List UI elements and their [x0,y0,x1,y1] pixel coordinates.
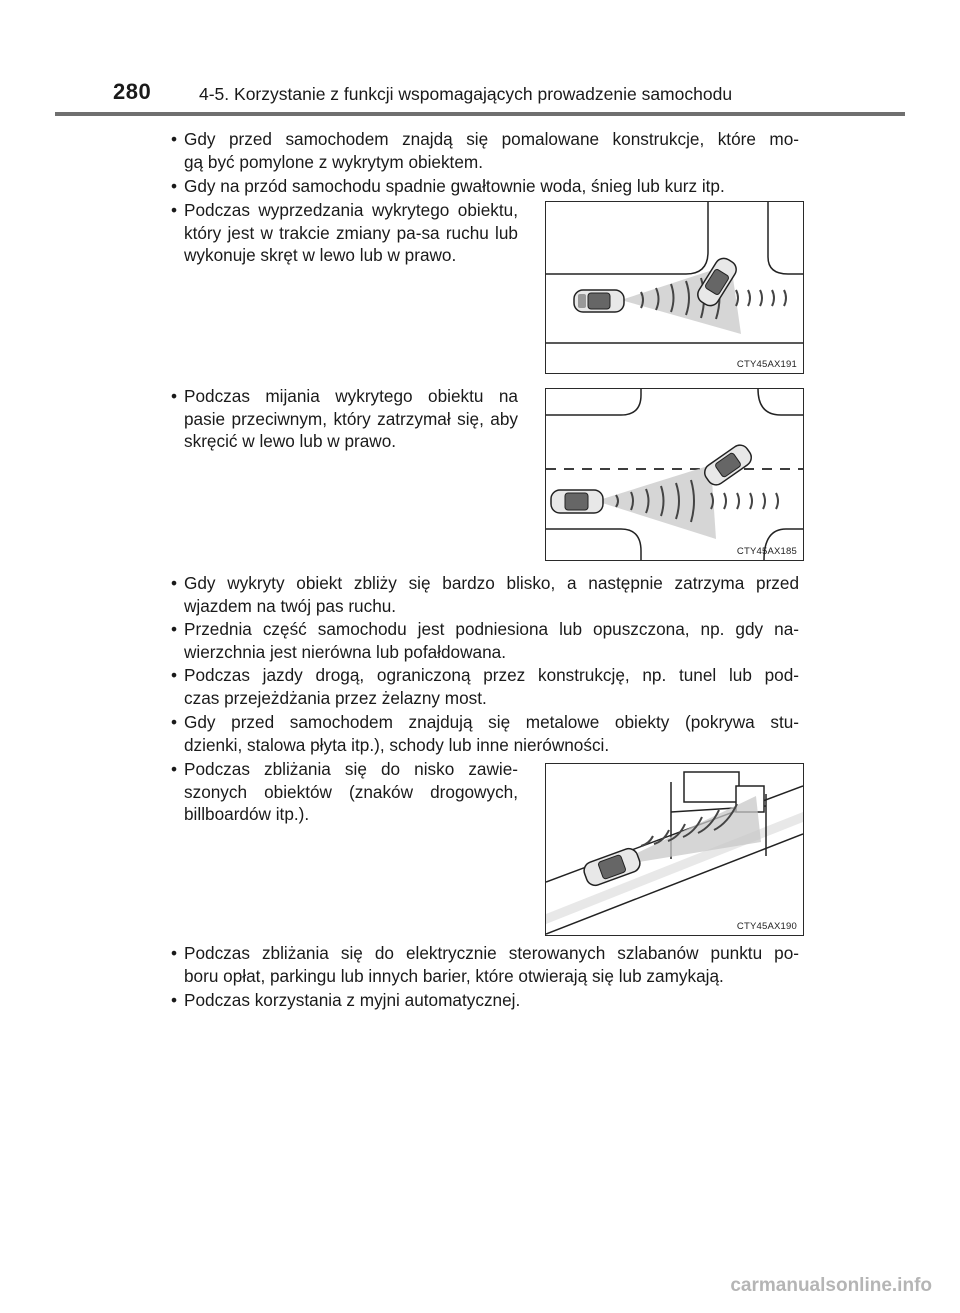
list-item-text: Podczas mijania wykrytego obiektu na pasie przeciwnym, który zatrzymał się, aby skręcić w lewo lub w prawo. [184,386,518,452]
list-item [171,758,518,826]
list-item-text: Podczas korzystania z myjni automatycznej. [184,990,521,1010]
list-item [171,199,518,267]
illustration [546,202,803,373]
figure-code: CTY45AX191 [736,359,797,370]
list-item-text-line: Gdy przed samochodem znajdują się metalowe obiekty (pokrywa stu- [184,712,799,732]
figure-code: CTY45AX190 [736,921,797,932]
bullet: • [171,619,178,639]
list-item [171,711,799,756]
list-item [171,664,799,709]
list-item-text: Gdy na przód samochodu spadnie gwałtownie woda, śnieg lub kurz itp. [184,176,725,196]
bullet: • [171,759,178,779]
header-divider [55,112,905,116]
list-item [171,989,799,1012]
list-item [171,385,518,453]
figure-code: CTY45AX185 [736,546,797,557]
list-item [171,572,799,617]
list-item-text-line: gą być pomylone z wykrytym obiektem. [184,151,483,172]
list-item [171,618,799,663]
bullet: • [171,990,178,1010]
list-item-text-line: wjazdem na twój pas ruchu. [184,595,397,616]
figure-oncoming-turning [545,388,804,561]
bullet: • [171,712,178,732]
list-item [171,128,799,173]
section-title: 4-5. Korzystanie z funkcji wspomagających prowadzenie samochodu [199,84,733,104]
figure-overhead-signs [545,763,804,936]
list-item-text-line: wierzchnia jest nierówna lub pofałdowana. [184,641,506,662]
list-item-text-line: Podczas jazdy drogą, ograniczoną przez konstrukcję, np. tunel lub pod- [184,665,799,685]
bullet: • [171,943,178,963]
list-item-text-line: boru opłat, parkingu lub innych barier, które otwierają się lub zamykają. [184,965,724,986]
list-item [171,175,799,198]
bullet: • [171,386,178,406]
bullet: • [171,573,178,593]
list-item-text-line: czas przejeżdżania przez żelazny most. [184,687,487,708]
bullet: • [171,129,178,149]
watermark: carmanualsonline.info [730,1275,932,1296]
list-item-text-line: Przednia część samochodu jest podniesiona lub opuszczona, np. gdy na- [184,619,799,639]
list-item-text: Podczas wyprzedzania wykrytego obiektu, który jest w trakcie zmiany pa-sa ruchu lub wykonuje skręt w lewo lub w prawo. [184,200,518,266]
list-item-text-line: Gdy przed samochodem znajdą się pomalowane konstrukcje, które mo- [184,129,799,149]
page-number: 280 [113,79,152,104]
list-item-text-line: Podczas zbliżania się do elektrycznie sterowanych szlabanów punktu po- [184,943,799,963]
bullet: • [171,200,178,220]
list-item [171,942,799,987]
bullet: • [171,665,178,685]
figure-overtaking-lane-change [545,201,804,374]
list-item-text: Podczas zbliżania się do nisko zawie-szonych obiektów (znaków drogowych, billboardów itp.). [184,759,518,825]
page-header [0,0,960,118]
list-item-text-line: Gdy wykryty obiekt zbliży się bardzo blisko, a następnie zatrzyma przed [184,573,799,593]
illustration [546,764,803,935]
illustration [546,389,803,560]
list-item-text-line: dzienki, stalowa płyta itp.), schody lub inne nierówności. [184,734,610,755]
bullet: • [171,176,178,196]
